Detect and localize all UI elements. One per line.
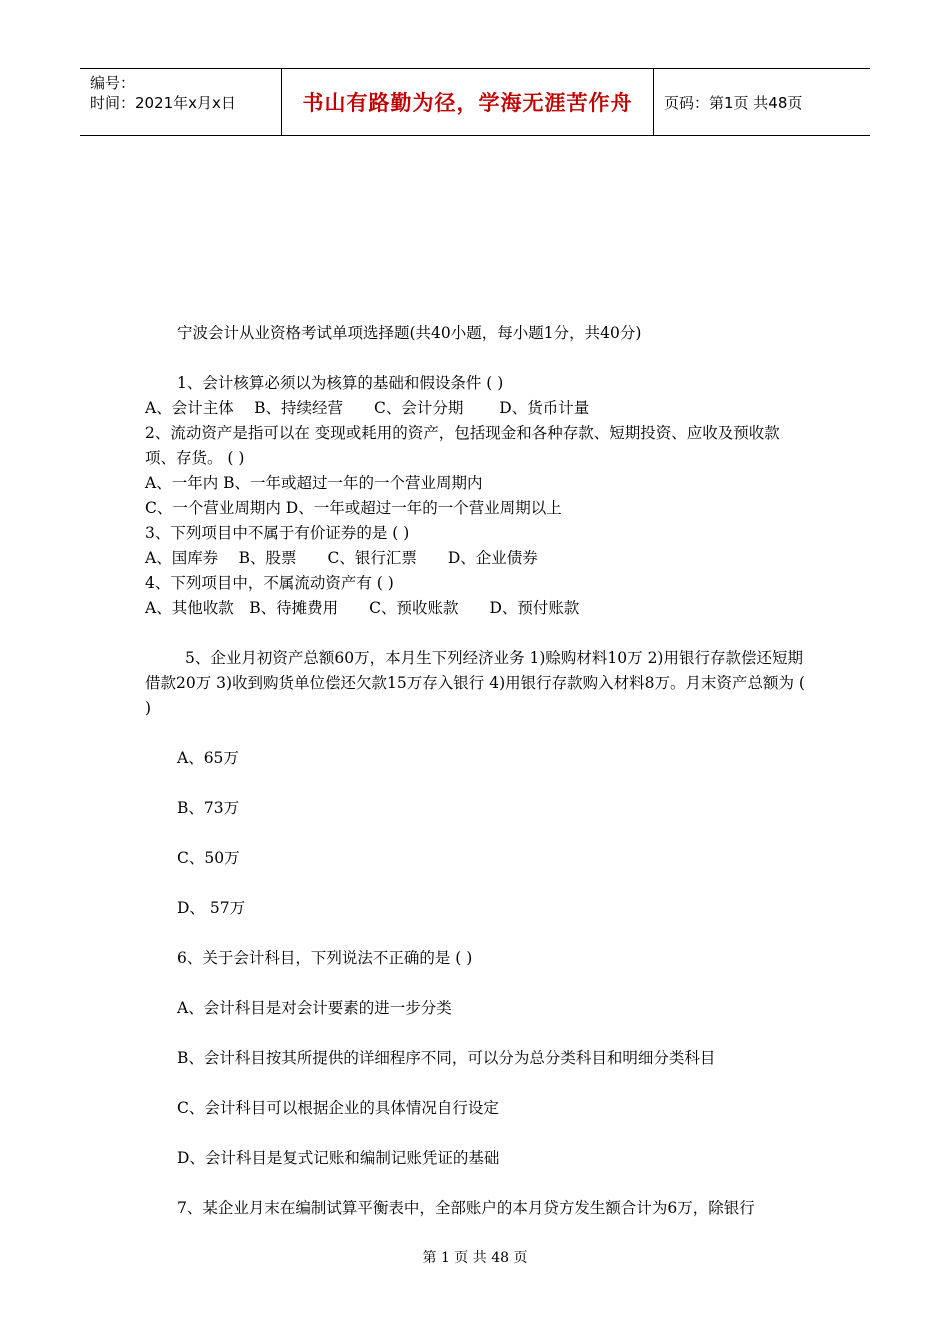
header-page-info: 页码：第1页 共48页 [664,93,803,112]
header-meta [80,69,281,135]
question-1-options: A、会计主体 B、持续经营 C、会计分期 D、货币计量 [145,399,590,417]
question-2-options-2: C、一个营业周期内 D、一年或超过一年的一个营业周期以上 [145,499,562,517]
question-6-option-c: C、会计科目可以根据企业的具体情况自行设定 [177,1099,499,1117]
document-body [145,321,810,1221]
question-4: 4、下列项目中，不属流动资产有 ( ) [145,574,394,592]
question-2: 2、流动资产是指可以在 变现或耗用的资产，包括现金和各种存款、短期投资、应收及预收款项、存货。 ( ) [145,424,780,467]
header-time: 时间：2021年x月x日 [90,94,236,112]
question-5-option-a: A、65万 [177,749,239,767]
question-2-options-1: A、一年内 B、一年或超过一年的一个营业周期内 [145,474,483,492]
question-7: 7、某企业月末在编制试算平衡表中，全部账户的本月贷方发生额合计为6万，除银行 [177,1199,755,1217]
document-title: 宁波会计从业资格考试单项选择题(共40小题，每小题1分，共40分) [177,324,642,342]
question-3: 3、下列项目中不属于有价证券的是 ( ) [145,524,410,542]
question-5: 5、企业月初资产总额60万，本月生下列经济业务 1)赊购材料10万 2)用银行存款偿还短期借款20万 3)收到购货单位偿还欠款15万存入银行 4)用银行存款购入材料8万。月末资产总额为 ( ) [145,649,805,717]
question-6-option-a: A、会计科目是对会计要素的进一步分类 [177,999,452,1017]
question-1: 1、会计核算必须以为核算的基础和假设条件 ( ) [177,374,504,392]
header-motto: 书山有路勤为径，学海无涯苦作舟 [281,69,654,135]
question-6: 6、关于会计科目，下列说法不正确的是 ( ) [177,949,473,967]
question-5-option-b: B、73万 [177,799,240,817]
question-6-option-d: D、会计科目是复式记账和编制记账凭证的基础 [177,1149,500,1167]
question-5-option-d: D、 57万 [177,899,246,917]
page-header [80,68,870,136]
header-number-label: 编号： [90,74,136,92]
page-footer: 第 1 页 共 48 页 [422,1250,528,1266]
question-4-options: A、其他收款 B、待摊费用 C、预收账款 D、预付账款 [145,599,580,617]
question-6-option-b: B、会计科目按其所提供的详细程序不同，可以分为总分类科目和明细分类科目 [177,1049,716,1067]
question-3-options: A、国库券 B、股票 C、银行汇票 D、企业债券 [145,549,538,567]
question-5-option-c: C、50万 [177,849,240,867]
